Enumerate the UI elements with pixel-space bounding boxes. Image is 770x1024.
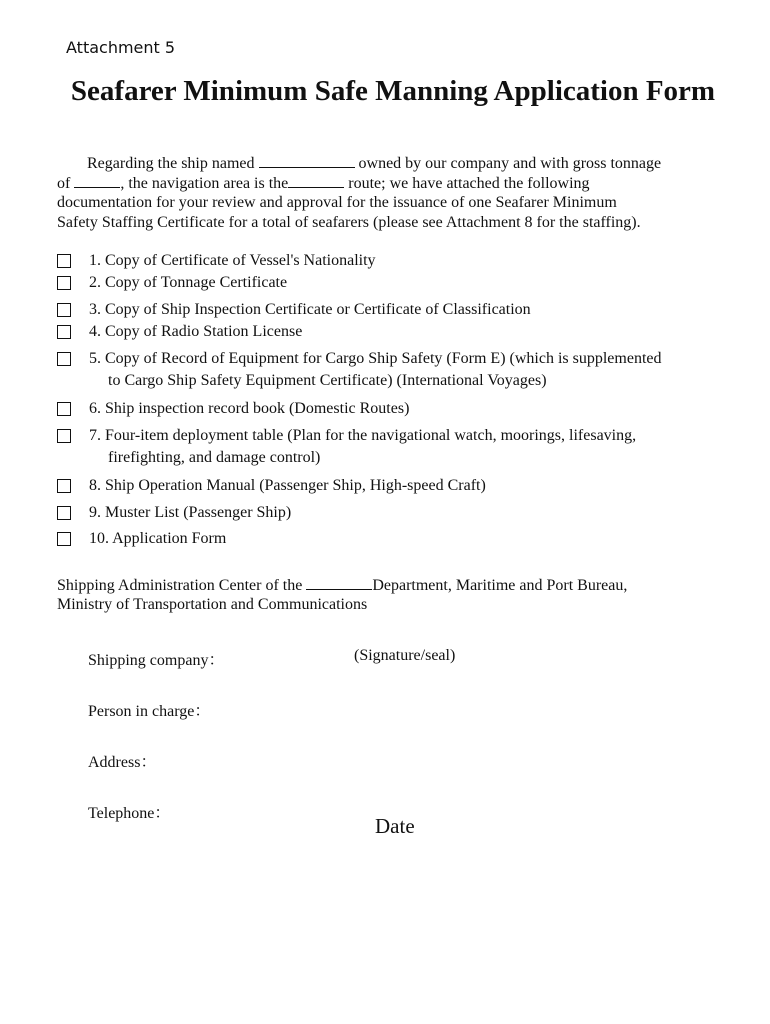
- form-title: Seafarer Minimum Safe Manning Application Form: [70, 75, 716, 107]
- telephone-label: Telephone：: [88, 805, 171, 822]
- checklist-item-label: 1. Copy of Certificate of Vessel's Nationality: [89, 252, 376, 269]
- addressee-line-1-start: Shipping Administration Center of the: [57, 577, 303, 594]
- addressee-line-2: Ministry of Transportation and Communications: [57, 596, 368, 613]
- address-label: Address：: [88, 754, 157, 771]
- department-blank[interactable]: [306, 577, 372, 590]
- checklist-item-label: 3. Copy of Ship Inspection Certificate or Certificate of Classification: [89, 301, 531, 318]
- checkbox[interactable]: [57, 506, 71, 520]
- person-in-charge-label: Person in charge：: [88, 703, 211, 720]
- intro-paragraph: [57, 154, 747, 232]
- checklist-item-label: 2. Copy of Tonnage Certificate: [89, 274, 288, 291]
- date-label: Date: [375, 814, 415, 838]
- addressee-line-1: [57, 576, 747, 596]
- checklist-item-label: 8. Ship Operation Manual (Passenger Ship, High-speed Craft): [89, 477, 486, 494]
- checkbox[interactable]: [57, 402, 71, 416]
- intro-line-1: [57, 154, 747, 174]
- intro-line-2-start: of: [57, 174, 71, 192]
- checklist-item-label: 9. Muster List (Passenger Ship): [89, 504, 292, 521]
- intro-line-2: [57, 174, 747, 194]
- checklist-item-continuation: firefighting, and damage control): [108, 449, 321, 466]
- navigation-area-blank[interactable]: [288, 175, 344, 188]
- shipping-company-label: Shipping company：: [88, 652, 225, 669]
- checkbox[interactable]: [57, 325, 71, 339]
- ship-name-blank[interactable]: [259, 155, 355, 168]
- attachment-label: Attachment 5: [66, 38, 176, 57]
- checkbox[interactable]: [57, 429, 71, 443]
- signature-seal-label: (Signature/seal): [354, 647, 456, 664]
- intro-line-2-end: route; we have attached the following: [348, 174, 590, 192]
- checklist-item-label: 6. Ship inspection record book (Domestic Routes): [89, 400, 410, 417]
- checkbox[interactable]: [57, 276, 71, 290]
- intro-line-1-start: Regarding the ship named: [87, 155, 255, 172]
- checklist-item-label: 10. Application Form: [89, 530, 227, 547]
- intro-line-4: Safety Staffing Certificate for a total of seafarers (please see Attachment 8 for the staffing).: [57, 213, 641, 231]
- intro-line-3: documentation for your review and approval for the issuance of one Seafarer Minimum: [57, 194, 617, 211]
- checkbox[interactable]: [57, 479, 71, 493]
- checklist-item-label: 5. Copy of Record of Equipment for Cargo Ship Safety (Form E) (which is supplemented: [89, 350, 662, 367]
- addressee-line-1-end: Department, Maritime and Port Bureau,: [372, 577, 628, 594]
- intro-line-2-mid: , the navigation area is the: [120, 174, 289, 192]
- checklist-item-label: 7. Four-item deployment table (Plan for the navigational watch, moorings, lifesaving,: [89, 427, 637, 444]
- checkbox[interactable]: [57, 303, 71, 317]
- gross-tonnage-blank[interactable]: [74, 175, 120, 188]
- intro-line-1-end: owned by our company and with gross tonnage: [358, 155, 662, 172]
- checkbox[interactable]: [57, 532, 71, 546]
- checklist-item-continuation: to Cargo Ship Safety Equipment Certificate) (International Voyages): [108, 372, 547, 389]
- checkbox[interactable]: [57, 254, 71, 268]
- checklist-item-label: 4. Copy of Radio Station License: [89, 323, 303, 340]
- checkbox[interactable]: [57, 352, 71, 366]
